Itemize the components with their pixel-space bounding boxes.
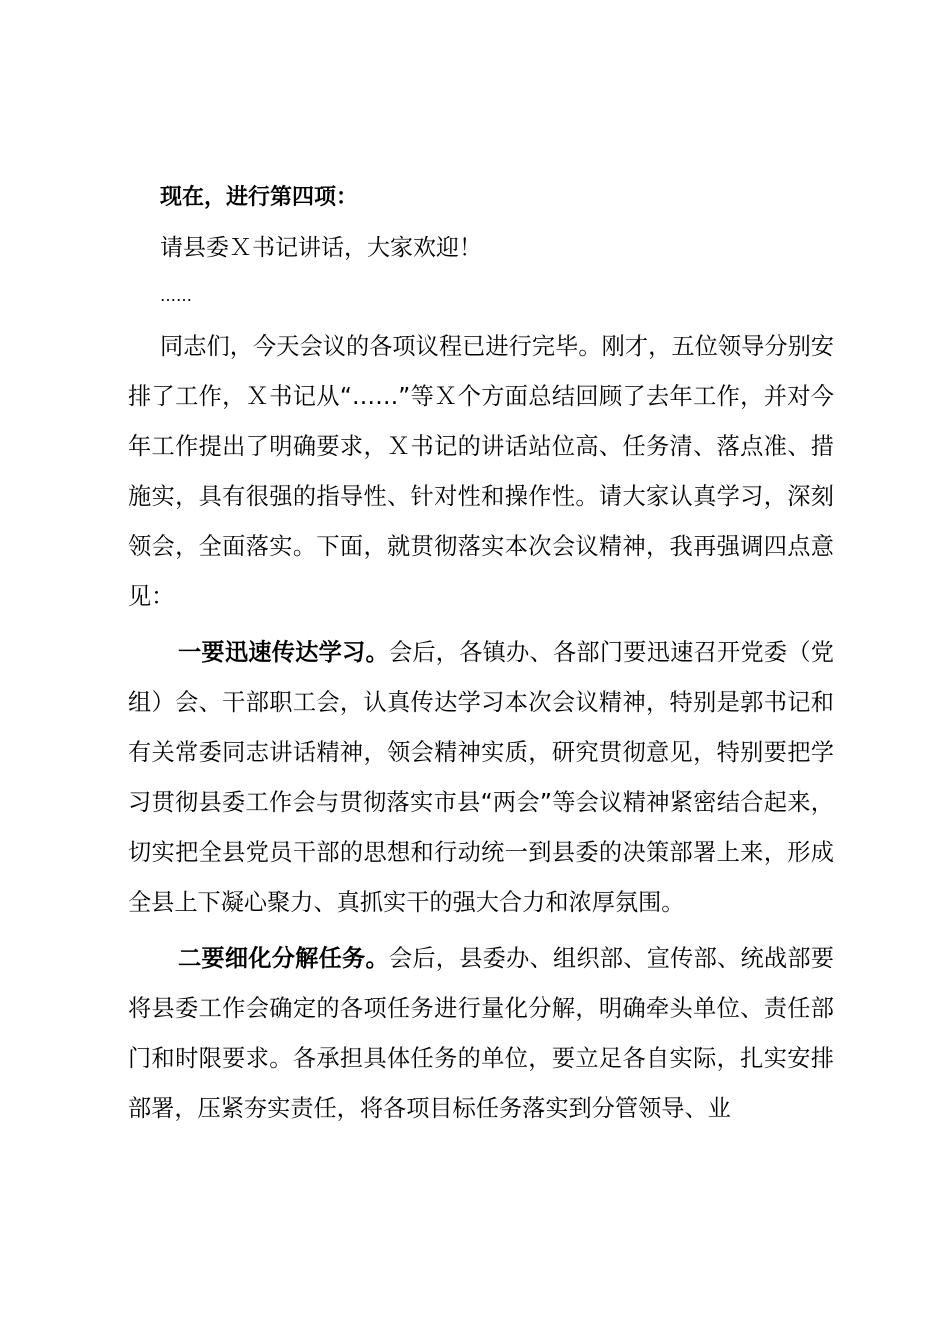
closing-paragraph: 同志们，今天会议的各项议程已进行完毕。刚才，五位领导分别安排了工作，Ｘ书记从“……”等Ｘ个方面总结回顾了去年工作，并对今年工作提出了明确要求，Ｘ书记的讲话站位高、任务清、落点准、措施实，具有很强的指导性、针对性和操作性。请大家认真学习，深刻领会，全面落实。下面，就贯彻落实本次会议精神，我再强调四点意见： bbox=[128, 333, 834, 610]
point-one-body: 会后，各镇办、各部门要迅速召开党委（党组）会、干部职工会，认真传达学习本次会议精神，特别是郭书记和有关常委同志讲话精神，领会精神实质，研究贯彻意见，特别要把学习贯彻县委工作会与贯彻落实市县“两会”等会议精神紧密结合起来，切实把全县党员干部的思想和行动统一到县委的决策部署上来，形成全县上下凝心聚力、真抓实干的强大合力和浓厚氛围。 bbox=[128, 639, 834, 916]
document-body bbox=[128, 178, 834, 1134]
point-one-lead: 一要迅速传达学习。 bbox=[178, 639, 389, 666]
point-two-body: 会后，县委办、组织部、宣传部、统战部要将县委工作会确定的各项任务进行量化分解，明确牵头单位、责任部门和时限要求。各承担具体任务的单位，要立足各自实际，扎实安排部署，压紧夯实责任，将各项目标任务落实到分管领导、业 bbox=[128, 945, 834, 1122]
speech-invitation: 请县委Ｘ书记讲话，大家欢迎！ bbox=[160, 235, 482, 261]
ellipsis-line: …… bbox=[160, 286, 192, 305]
point-one-paragraph bbox=[128, 628, 834, 928]
point-two-paragraph bbox=[128, 934, 834, 1134]
agenda-heading: 现在，进行第四项： bbox=[160, 185, 359, 210]
point-two-lead: 二要细化分解任务。 bbox=[178, 945, 389, 972]
